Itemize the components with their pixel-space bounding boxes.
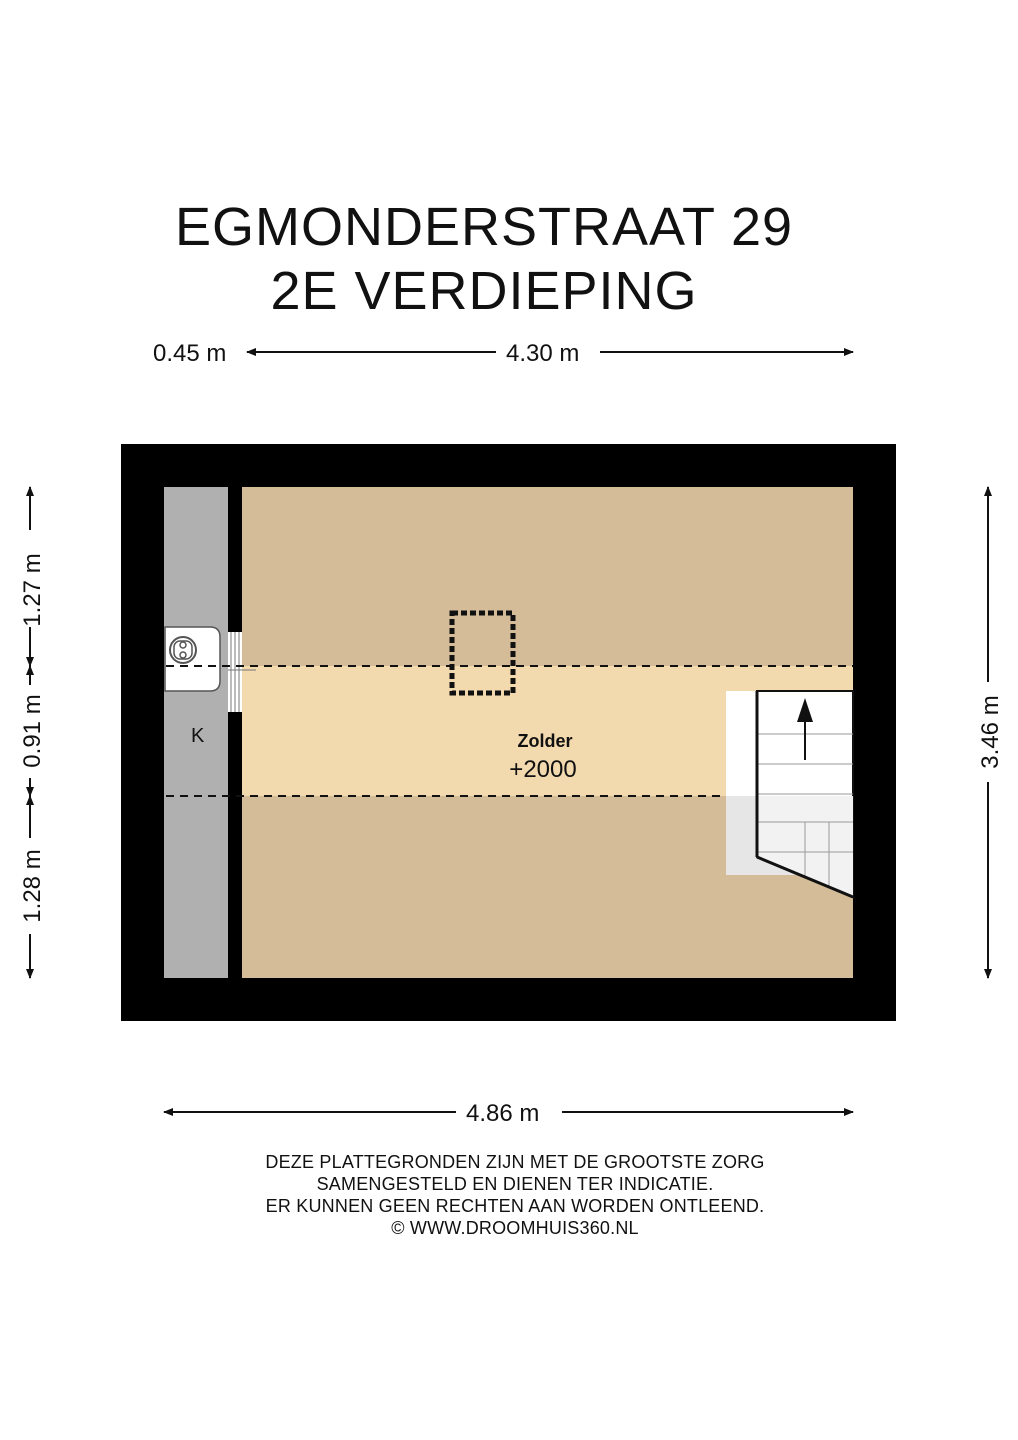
dim-bottom-label: 4.86 m xyxy=(466,1100,540,1127)
room-name-zolder: Zolder xyxy=(517,731,573,751)
dim-left-top-label: 1.27 m xyxy=(19,553,46,627)
dim-left-bottom-label: 1.28 m xyxy=(19,849,46,923)
boiler-icon xyxy=(165,627,220,691)
dim-top-left-label: 0.45 m xyxy=(153,340,227,367)
room-level-zolder: +2000 xyxy=(509,756,577,783)
dim-top-main-label: 4.30 m xyxy=(506,340,580,367)
dimension-bottom xyxy=(164,1100,853,1127)
title-floor: 2E VERDIEPING xyxy=(270,261,698,321)
dimension-top xyxy=(153,340,853,367)
dim-right-label: 3.46 m xyxy=(977,695,1004,769)
disclaimer-line-4: © WWW.DROOMHUIS360.NL xyxy=(391,1218,639,1238)
title-address: EGMONDERSTRAAT 29 xyxy=(174,197,794,257)
disclaimer-line-1: DEZE PLATTEGRONDEN ZIJN MET DE GROOTSTE ZORG xyxy=(265,1152,765,1172)
dimension-right xyxy=(977,487,1004,978)
closet-label: K xyxy=(191,725,205,747)
disclaimer-line-2: SAMENGESTELD EN DIENEN TER INDICATIE. xyxy=(316,1174,714,1194)
dimension-left xyxy=(19,487,46,978)
dim-left-middle-label: 0.91 m xyxy=(19,694,46,768)
disclaimer xyxy=(0,1151,1018,1239)
staircase-icon xyxy=(726,691,853,897)
disclaimer-line-3: ER KUNNEN GEEN RECHTEN AAN WORDEN ONTLEEND. xyxy=(265,1196,765,1216)
